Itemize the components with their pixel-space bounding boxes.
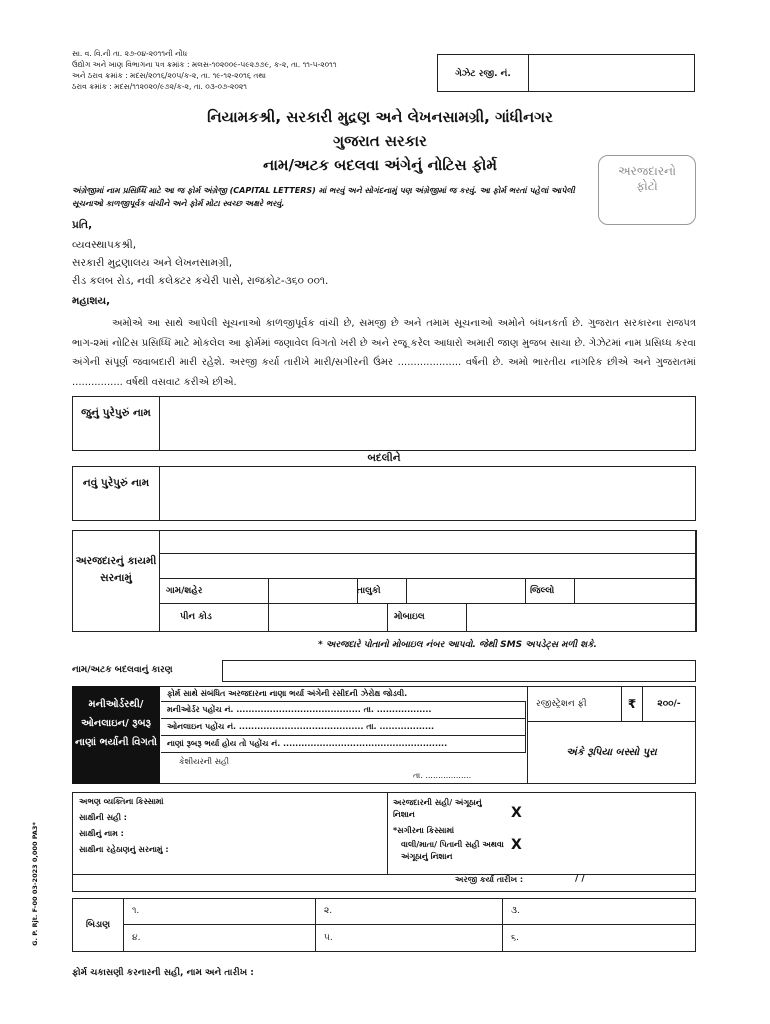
permanent-address-block — [72, 530, 696, 632]
applicant-sign-label: અરજદારની સહી/ અંગૂઠાનું નિશાન — [393, 798, 482, 819]
photo-label: અરજદારનો ફોટો — [617, 164, 676, 193]
old-name-row — [72, 396, 696, 451]
address-line-input-1[interactable] — [159, 530, 697, 554]
address-line-input-2[interactable] — [159, 553, 697, 579]
changed-label: બદલીને — [367, 452, 401, 464]
signature-bottom-line — [73, 874, 695, 875]
enclosure-3[interactable]: ૩. — [502, 898, 696, 925]
old-name-input[interactable] — [160, 397, 695, 450]
district-input[interactable] — [574, 578, 697, 604]
gazette-reg-label: ગેઝેટ રજી. નં. — [437, 54, 529, 92]
enclosure-block — [72, 898, 696, 952]
taluka-input[interactable] — [406, 578, 526, 604]
signature-divider — [387, 793, 388, 875]
application-date-input[interactable]: / / — [575, 874, 585, 884]
title-line1: નિયામકશ્રી, સરકારી મુદ્રણ અને લેખનસામગ્રી, ગાંધીનગર — [207, 108, 553, 126]
enclosure-1[interactable]: ૧. — [123, 898, 316, 925]
reason-input[interactable] — [222, 660, 696, 682]
pin-input[interactable] — [268, 603, 388, 632]
new-name-input[interactable] — [160, 467, 695, 520]
village-label: ગામ/શહેર — [159, 578, 269, 604]
new-name-label: નવું પુરેપુરું નામ — [72, 466, 160, 521]
instruction-text: અંગ્રેજીમાં નામ પ્રસિધ્ધિ માટે આ જ ફોર્મ અંગ્રેજી (CAPITAL LETTERS) માં ભરવું અને સોગંદનામું પણ અંગ્રેજીમાં જ કરવું. આ ફોર્મ ભરતાં પહેલાં આપેલી સૂચનાઓ કાળજીપૂર્વક વાંચીને અને ફોર્મ મોટા સ્વચ્છ અક્ષરે ભરવું. — [72, 186, 575, 208]
witness-sign-label: સાક્ષીની સહી : — [79, 813, 128, 822]
guardian-sign-label: વાલી/માતા/ પિતાની સહી અથવા અંગૂઠાનું નિશાન — [401, 840, 504, 861]
minor-case-label: *સગીરના કિસ્સામાં — [393, 826, 455, 835]
side-print-code: G. P. Rjt. F-00 03-2023 0,000 PA3* — [31, 822, 39, 946]
pin-label: પીન કોડ — [159, 603, 269, 632]
rupee-symbol: ₹ — [621, 686, 643, 722]
address-line-2: સરકારી મુદ્રણાલય અને લેખનસામગ્રી, — [72, 257, 233, 269]
header-note-3: અને ઠરાવ ક્રમાંક : મદસ/૨૦૧૬/૨૦૫/ક-૨, તા. ૧૯-૧૨-૨૦૧૬ તથા — [72, 71, 266, 80]
cashier-date[interactable]: તા. .................. — [413, 771, 472, 780]
reg-fee-label: રજીસ્ટ્રેશન ફી — [527, 686, 622, 722]
header-note-2: ઉદ્યોગ અને ખાણ વિભાગના પત્ર ક્રમાંક : મલસ-૧૦૨૦૦૯-૫૯૨૭૭૯, ક-૨, તા. ૧૧-૫-૨૦૧૧ — [72, 60, 337, 69]
permanent-address-label: અરજદારનું કાયમી સરનામું — [72, 530, 160, 632]
cashier-sign-label: કેશીયરની સહી — [179, 757, 230, 766]
mobile-input[interactable] — [466, 603, 697, 632]
header-note-1: સા. વ. વિ.ની તા. ૨૭-૦૪-૨૦૧૧ની નોંધ — [72, 49, 188, 58]
salutation: મહાશય, — [72, 295, 111, 307]
mobile-label: મોબાઇલ — [387, 603, 467, 632]
money-order-field[interactable]: મનીઓર્ડર પહોંચ નં. ......................................... તા. .................. — [161, 701, 526, 719]
title-line2: ગુજરાત સરકાર — [333, 132, 427, 150]
applicant-photo-box[interactable] — [598, 155, 696, 225]
declaration-paragraph: અમોએ આ સાથે આપેલી સૂચનાઓ કાળજીપૂર્વક વાંચી છે, સમજી છે અને તમામ સૂચનાઓ અમોને બંધનકર્તા છે. ગુજરાત સરકારના રાજપત્ર ભાગ-૨માં નોટિસ પ્રસિધ્ધિ માટે મોકલેલ આ ફોર્મમાં જણાવેલ વિગતો ખરી છે અને રજૂ કરેલ આધારો અમારી જાણ મુજબ સાચા છે. ગેઝેટમાં નામ પ્રસિધ્ધ કરવા અંગેની સંપૂર્ણ જવાબદારી મારી રહેશે. અરજી કર્યા તારીખે મારી/સગીરની ઉંમર .................... વર્ષની છે. અમો ભારતીય નાગરિક છીએ અને ગુજરાતમાં ................ વર્ષથી વસવાટ કરીએ છીએ. — [72, 318, 696, 388]
title-line3: નામ/અટક બદલવા અંગેનું નોટિસ ફોર્મ — [263, 156, 497, 174]
village-input[interactable] — [268, 578, 358, 604]
fee-in-words: અંકે રૂપિયા બસ્સો પુરા — [527, 721, 696, 784]
enclosure-5[interactable]: ૫. — [315, 924, 503, 952]
address-line-3: રીડ કલબ રોડ, નવી કલેક્ટર કચેરી પાસે, રાજકોટ-૩૬૦ ૦૦૧. — [72, 275, 329, 287]
old-name-label: જુનું પુરેપુરું નામ — [72, 396, 160, 451]
district-label: જિલ્લો — [525, 578, 575, 604]
fee-amount: ૨૦૦/- — [642, 686, 696, 722]
verifier-label: ફોર્મ ચકાસણી કરનારની સહી, નામ અને તારીખ : — [72, 968, 254, 978]
new-name-row — [72, 466, 696, 521]
guardian-sign-mark[interactable]: X — [511, 837, 522, 853]
enclosure-6[interactable]: ૬. — [502, 924, 696, 952]
taluka-label: તાલુકો — [357, 578, 407, 604]
payment-block — [72, 686, 696, 784]
mobile-note: * અરજદારે પોતાનો મોબાઇલ નંબર આપવો. જેથી SMS અપડેટ્સ મળી શકે. — [318, 640, 597, 650]
witness-address-label: સાક્ષીના રહેઠાણનું સરનામું : — [79, 845, 169, 854]
header-note-4: ઠરાવ ક્રમાંક : મદસ/૧૧૨૦૨૦/૯૭૨/ક-૨, તા. ૦૩-૦૭-૨૦૨૧ — [72, 82, 247, 91]
to-label: પ્રતિ, — [72, 219, 93, 231]
address-line-1: વ્યવસ્થાપકશ્રી, — [72, 239, 137, 251]
applicant-sign-mark[interactable]: X — [511, 805, 522, 821]
gazette-reg-box — [437, 54, 695, 92]
signature-block — [72, 792, 696, 892]
payment-note: ફોર્મ સાથે સંબંધિત અરજદારના નાણા ભર્યા અંગેની રસીદની ઝેરોક્ષ જોડવી. — [167, 689, 408, 698]
application-date-label: અરજી કર્યા તારીખ : — [455, 875, 524, 884]
gazette-reg-input[interactable] — [530, 55, 694, 91]
online-receipt-field[interactable]: ઓનલાઇન પહોંચ નં. ......................................... તા. .................. — [161, 718, 526, 736]
cash-receipt-field[interactable]: નાણાં રૂબરૂ ભર્યા હોય તો પહોંચ નં. ...................................................... — [161, 735, 526, 753]
reason-label: નામ/અટક બદલવાનું કારણ — [72, 665, 173, 675]
payment-title: મનીઓર્ડરથી/ ઓનલાઇન/ રૂબરૂ નાણાં ભર્યાની વિગતો — [72, 686, 160, 784]
illiterate-title: અભણ વ્યક્તિના કિસ્સામાં — [79, 797, 164, 806]
enclosure-4[interactable]: ૪. — [123, 924, 316, 952]
enclosure-label: બિડાણ — [72, 898, 124, 952]
enclosure-2[interactable]: ૨. — [315, 898, 503, 925]
witness-name-label: સાક્ષીનું નામ : — [79, 829, 124, 838]
